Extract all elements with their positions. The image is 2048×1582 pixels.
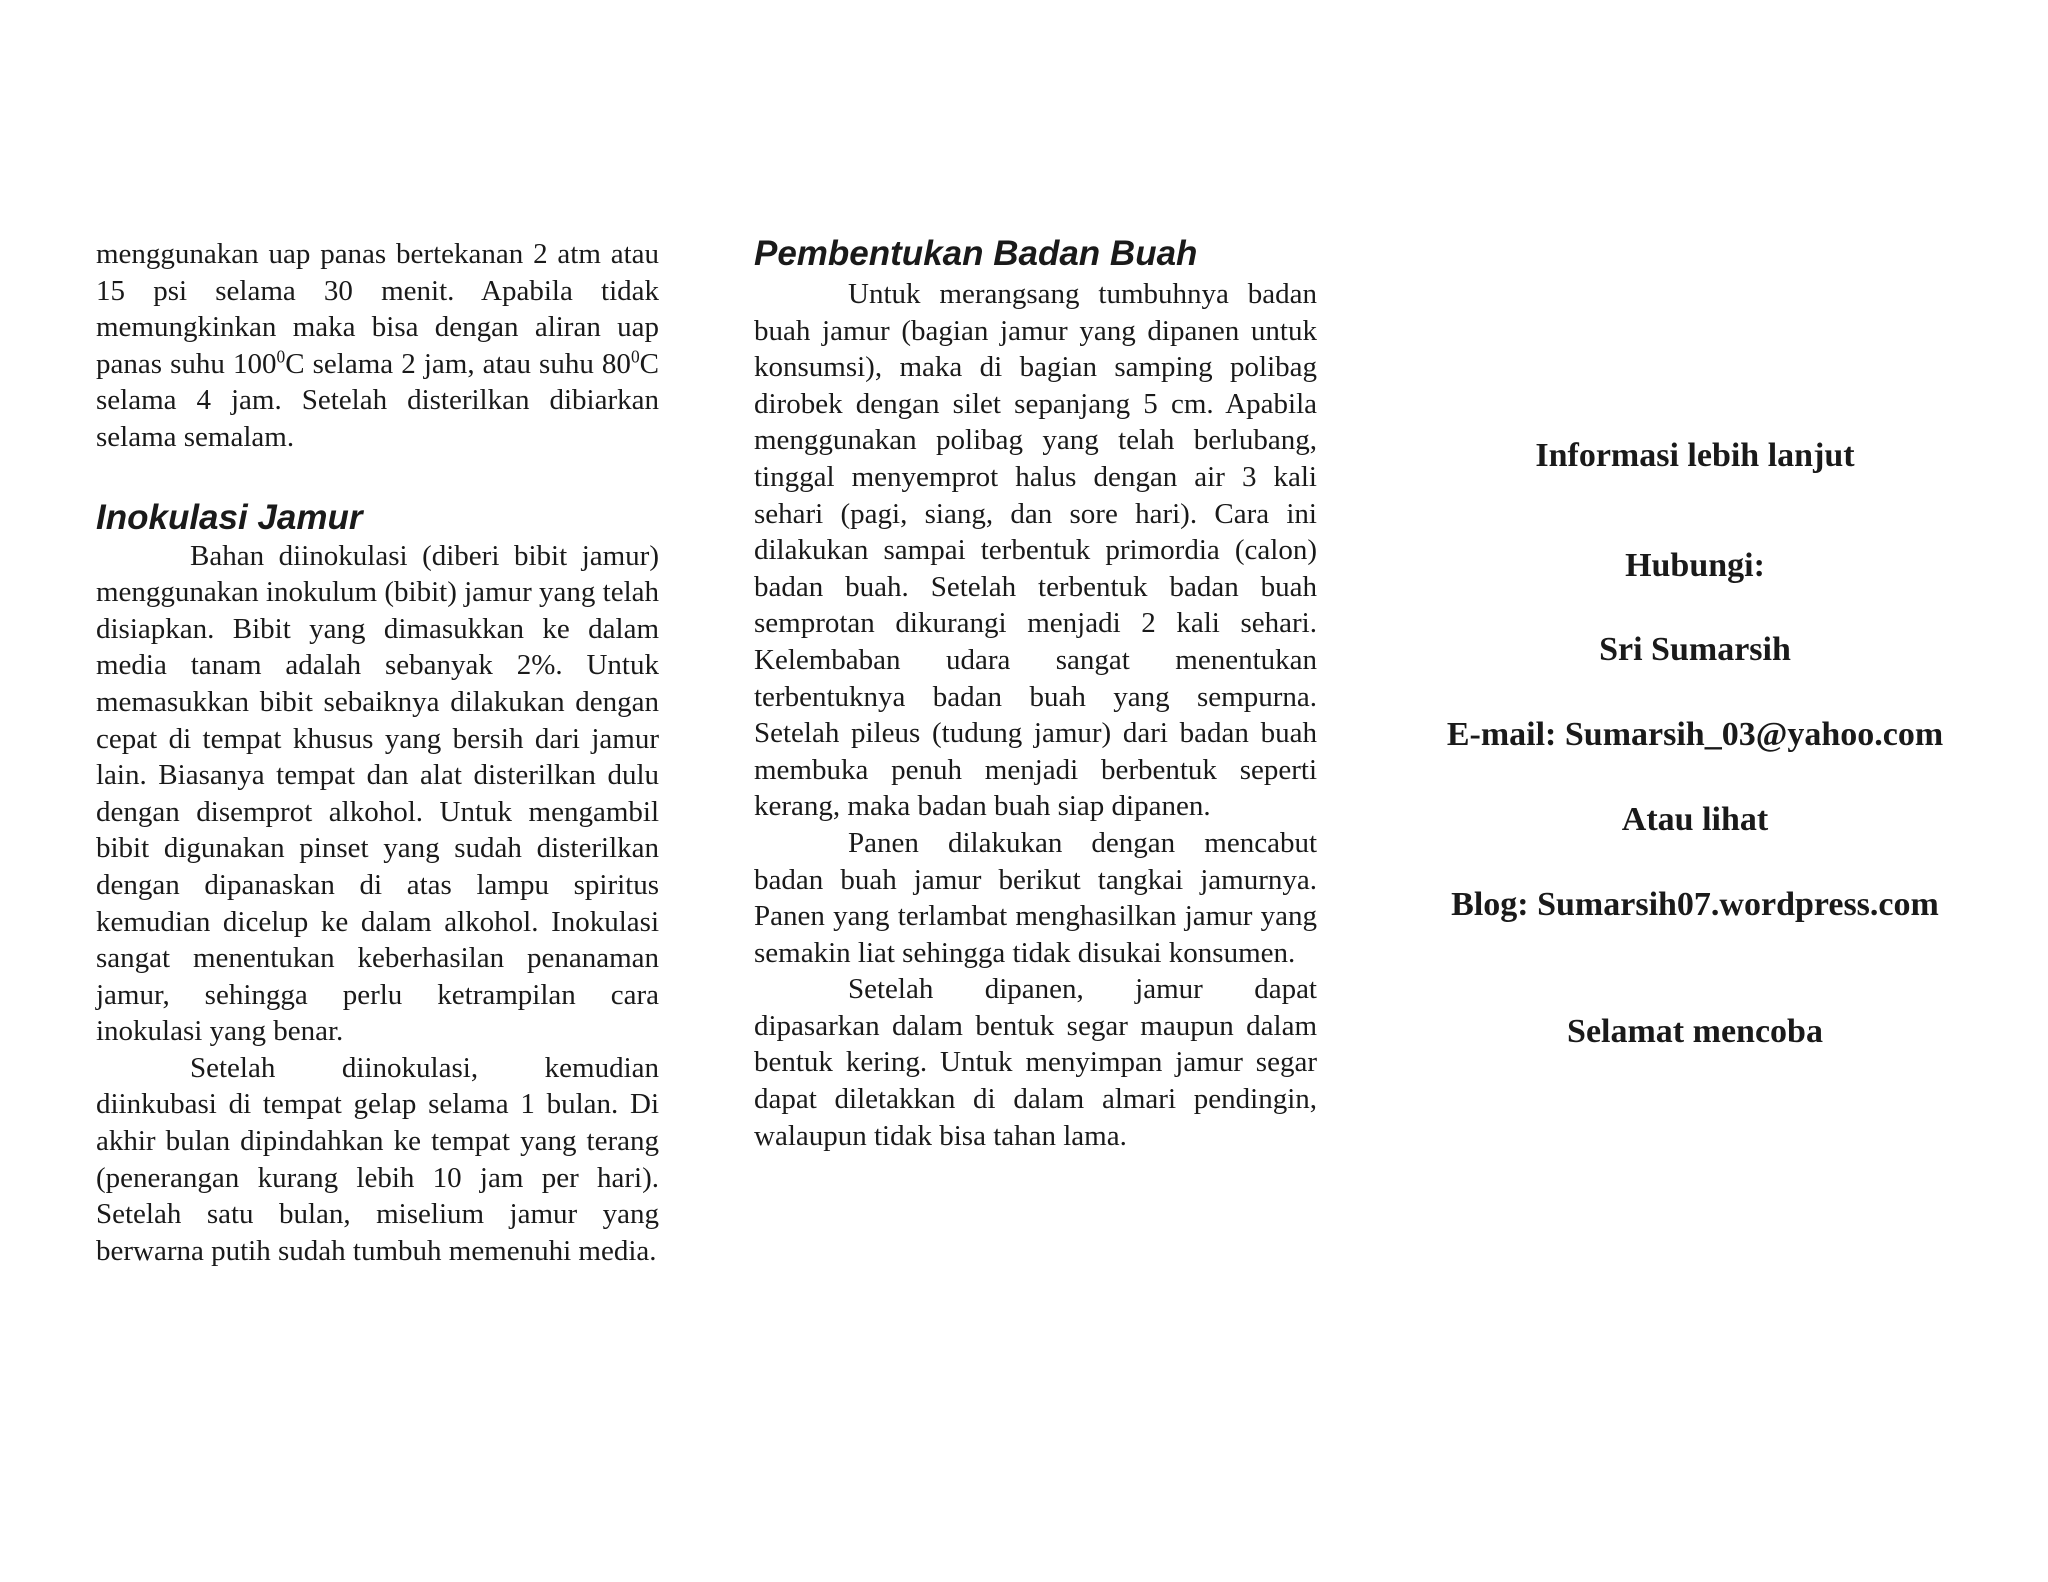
left-column bbox=[96, 236, 659, 1269]
sterilization-text-a: menggunakan uap panas bertekanan 2 atm atau 15 psi selama 30 menit. Apabila tidak memungkinkan maka bisa dengan aliran uap panas suhu 100 bbox=[96, 238, 659, 380]
degree-superscript: 0 bbox=[630, 346, 640, 367]
info-title: Informasi lebih lanjut bbox=[1535, 437, 1855, 474]
sterilization-text-b: C selama 2 jam, atau suhu 80 bbox=[285, 347, 631, 380]
blog-link: Blog: Sumarsih07.wordpress.com bbox=[1451, 886, 1939, 923]
degree-superscript: 0 bbox=[276, 346, 286, 367]
sterilization-paragraph bbox=[96, 236, 659, 456]
section-heading-inokulasi: Inokulasi Jamur bbox=[96, 497, 363, 537]
storage-paragraph: Setelah dipanen, jamur dapat dipasarkan dalam bentuk segar maupun dalam bentuk kering. Untuk menyimpan jamur segar dapat diletakkan di dalam almari pendingin, walaupun tidak bisa tahan lama. bbox=[754, 973, 1317, 1152]
contact-name: Sri Sumarsih bbox=[1599, 631, 1791, 668]
incubation-paragraph: Setelah diinokulasi, kemudian diinkubasi di tempat gelap selama 1 bulan. Di akhir bulan dipindahkan ke tempat yang terang (penerangan kurang lebih 10 jam per hari). Setelah satu bulan, miselium jamur yang berwarna putih sudah tumbuh memenuhi media. bbox=[96, 1051, 659, 1267]
contact-label: Hubungi: bbox=[1625, 547, 1765, 584]
harvest-paragraph: Panen dilakukan dengan mencabut badan buah jamur berikut tangkai jamurnya. Panen yang terlambat menghasilkan jamur yang semakin liat sehingga tidak disukai konsumen. bbox=[754, 826, 1317, 969]
sterilization-text-c: C selama 4 jam. Setelah disterilkan dibiarkan selama semalam. bbox=[96, 347, 659, 453]
fruiting-paragraph: Untuk merangsang tumbuhnya badan buah jamur (bagian jamur yang dipanen untuk konsumsi), maka di bagian samping polibag dirobek dengan silet sepanjang 5 cm. Apabila menggunakan polibag yang telah berlubang, tinggal menyemprot halus dengan air 3 kali sehari (pagi, siang, dan sore hari). Cara ini dilakukan sampai terbentuk primordia (calon) badan buah. Setelah terbentuk badan buah semprotan dikurangi menjadi 2 kali sehari. Kelembaban udara sangat menentukan terbentuknya badan buah yang sempurna. Setelah pileus (tudung jamur) dari badan buah membuka penuh menjadi berbentuk seperti kerang, maka badan buah siap dipanen. bbox=[754, 278, 1317, 823]
contact-email: E-mail: Sumarsih_03@yahoo.com bbox=[1446, 716, 1944, 753]
middle-column bbox=[754, 234, 1317, 1154]
closing-text: Selamat mencoba bbox=[1567, 1013, 1823, 1050]
inoculation-paragraph: Bahan diinokulasi (diberi bibit jamur) menggunakan inokulum (bibit) jamur yang telah disiapkan. Bibit yang dimasukkan ke dalam media tanam adalah sebanyak 2%. Untuk memasukkan bibit sebaiknya dilakukan dengan cepat di tempat khusus yang bersih dari jamur lain. Biasanya tempat dan alat disterilkan dulu dengan disemprot alkohol. Untuk mengambil bibit digunakan pinset yang sudah disterilkan dengan dipanaskan di atas lampu spiritus kemudian dicelup ke dalam alkohol. Inokulasi sangat menentukan keberhasilan penanaman jamur, sehingga perlu ketrampilan cara inokulasi yang benar. bbox=[96, 539, 659, 1048]
or-see-label: Atau lihat bbox=[1621, 801, 1769, 838]
contact-column bbox=[1380, 436, 2010, 1052]
section-heading-badan-buah: Pembentukan Badan Buah bbox=[754, 234, 1198, 273]
